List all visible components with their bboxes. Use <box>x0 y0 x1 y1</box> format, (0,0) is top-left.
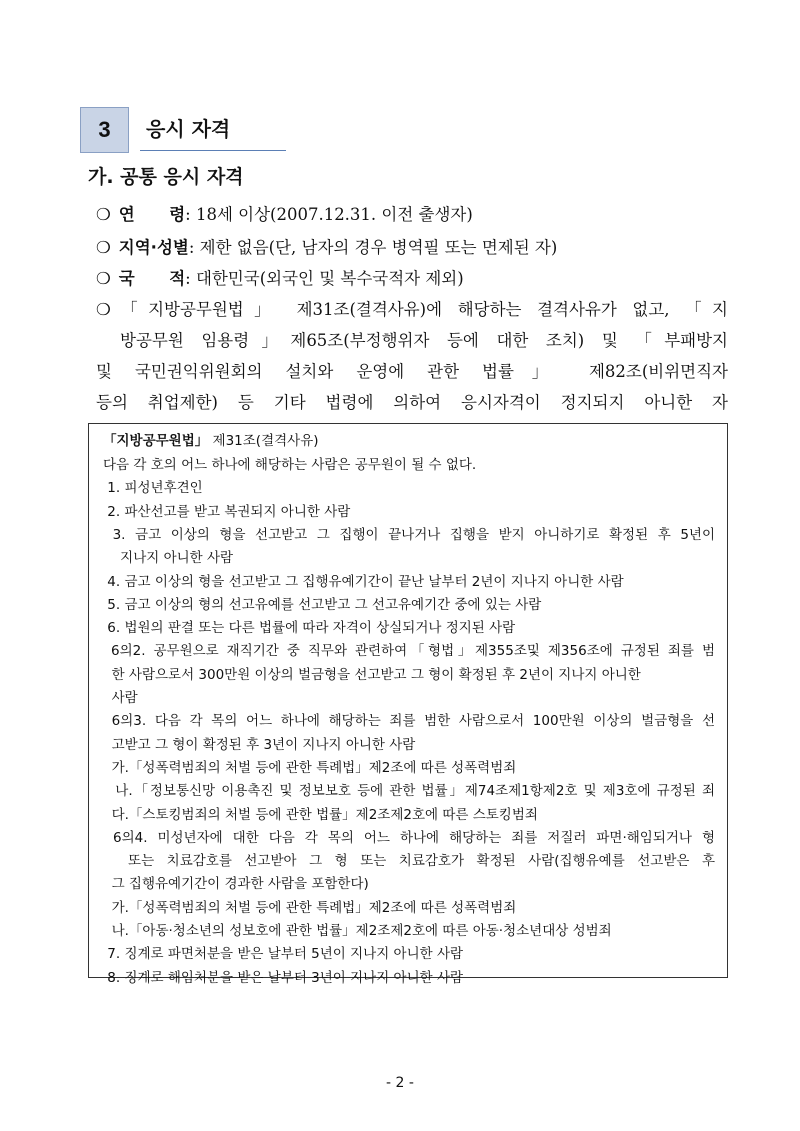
section-number: 3 <box>80 107 129 153</box>
box-row: 지나지 아니한 사람 <box>103 550 234 567</box>
item-nationality <box>96 265 464 289</box>
box-row: 사람 <box>103 690 138 706</box>
box-row: 6의3. 다음 각 목의 어느 하나에 해당하는 죄를 범한 사람으로서 100만원 이상의 벌금형을 선 <box>103 713 715 730</box>
item-value: : 18세 이상(2007.12.31. 이전 출생자) <box>185 205 473 224</box>
box-row: 6의4. 미성년자에 대한 다음 각 목의 어느 하나에 해당하는 죄를 저질러 파면·해임되거나 형 <box>103 829 715 846</box>
box-row: 다.「스토킹범죄의 처벌 등에 관한 법률」제2조제2호에 따른 스토킹범죄 <box>103 806 538 823</box>
box-row: 4. 금고 이상의 형을 선고받고 그 집행유예기간이 끝난 날부터 2년이 지나지 아니한 사람 <box>103 573 624 590</box>
bullet-icon: ❍ <box>96 238 111 257</box>
disqualification-paragraph <box>96 294 728 418</box>
box-row: 1. 피성년후견인 <box>103 480 203 497</box>
law-article: 제31조(결격사유) <box>208 433 319 449</box>
paragraph-line-1: ❍「지방공무원법」 제31조(결격사유)에 해당하는 결격사유가 없고, 「지 <box>96 300 728 319</box>
section-title: 응시 자격 <box>146 117 231 141</box>
law-name: 「지방공무원법」 <box>103 433 209 449</box>
law-excerpt-box <box>88 423 728 986</box>
bullet-icon: ❍ <box>96 269 111 288</box>
box-row: 3. 금고 이상의 형을 선고받고 그 집행이 끝나거나 집행을 받지 아니하기로 확정된 후 5년이 <box>103 526 715 543</box>
subsection-title: 가. 공통 응시 자격 <box>88 166 244 188</box>
item-label: 국 적 <box>118 269 186 288</box>
bullet-icon: ❍ <box>96 205 111 224</box>
item-label: 연 령 <box>118 205 186 224</box>
box-row: 2. 파산선고를 받고 복권되지 아니한 사람 <box>103 503 351 520</box>
paragraph-line-3: 및 국민권익위원회의 설치와 운영에 관한 법률」 제82조(비위면직자 <box>96 362 728 381</box>
page-number: - 2 - <box>386 1075 414 1091</box>
item-value: : 대한민국(외국인 및 복수국적자 제외) <box>185 269 464 288</box>
box-row: 고받고 그 형이 확정된 후 3년이 지나지 아니한 사람 <box>103 736 416 753</box>
paragraph-line-2: 방공무원 임용령」제65조(부정행위자 등에 대한 조치) 및 「부패방지 <box>120 331 728 350</box>
paragraph-line-4: 등의 취업제한) 등 기타 법령에 의하여 응시자격이 정지되지 아니한 자 <box>96 393 728 412</box>
box-row: 6. 법원의 판결 또는 다른 법률에 따라 자격이 상실되거나 정지된 사람 <box>103 620 516 637</box>
section-underline <box>140 150 286 151</box>
box-row: 또는 치료감호를 선고받아 그 형 또는 치료감호가 확정된 사람(집행유예를 선고받은 후 <box>103 853 715 870</box>
box-row: 가.「성폭력범죄의 처벌 등에 관한 특례법」제2조에 따른 성폭력범죄 <box>103 759 517 776</box>
bullet-icon: ❍ <box>96 300 111 319</box>
item-age <box>96 201 473 225</box>
box-row: 그 집행유예기간이 경과한 사람을 포함한다) <box>103 876 369 893</box>
box-row: 7. 징계로 파면처분을 받은 날부터 5년이 지나지 아니한 사람 <box>103 946 464 963</box>
item-label: 지역·성별 <box>118 238 189 257</box>
box-row: 한 사람으로서 300만원 이상의 벌금형을 선고받고 그 형이 확정된 후 2년이 지나지 아니한 <box>103 666 641 683</box>
item-value: : 제한 없음(단, 남자의 경우 병역필 또는 면제된 자) <box>188 238 558 257</box>
box-row: 나.「아동·청소년의 성보호에 관한 법률」제2조제2호에 따른 아동·청소년대상 성범죄 <box>103 923 612 939</box>
box-row: 가.「성폭력범죄의 처벌 등에 관한 특례법」제2조에 따른 성폭력범죄 <box>103 899 517 916</box>
item-region-gender <box>96 234 557 258</box>
box-header <box>103 429 715 449</box>
box-row: 나.「정보통신망 이용촉진 및 정보보호 등에 관한 법률」제74조제1항제2호 및 제3호에 규정된 죄 <box>103 783 715 800</box>
box-row: 8. 징계로 해임처분을 받은 날부터 3년이 지나지 아니한 사람 <box>103 969 464 986</box>
box-row: 6의2. 공무원으로 재직기간 중 직무와 관련하여「형법」제355조및 제356조에 규정된 죄를 범 <box>103 643 715 660</box>
box-row: 5. 금고 이상의 형의 선고유예를 선고받고 그 선고유예기간 중에 있는 사람 <box>103 596 542 613</box>
box-row: 다음 각 호의 어느 하나에 해당하는 사람은 공무원이 될 수 없다. <box>103 457 477 473</box>
